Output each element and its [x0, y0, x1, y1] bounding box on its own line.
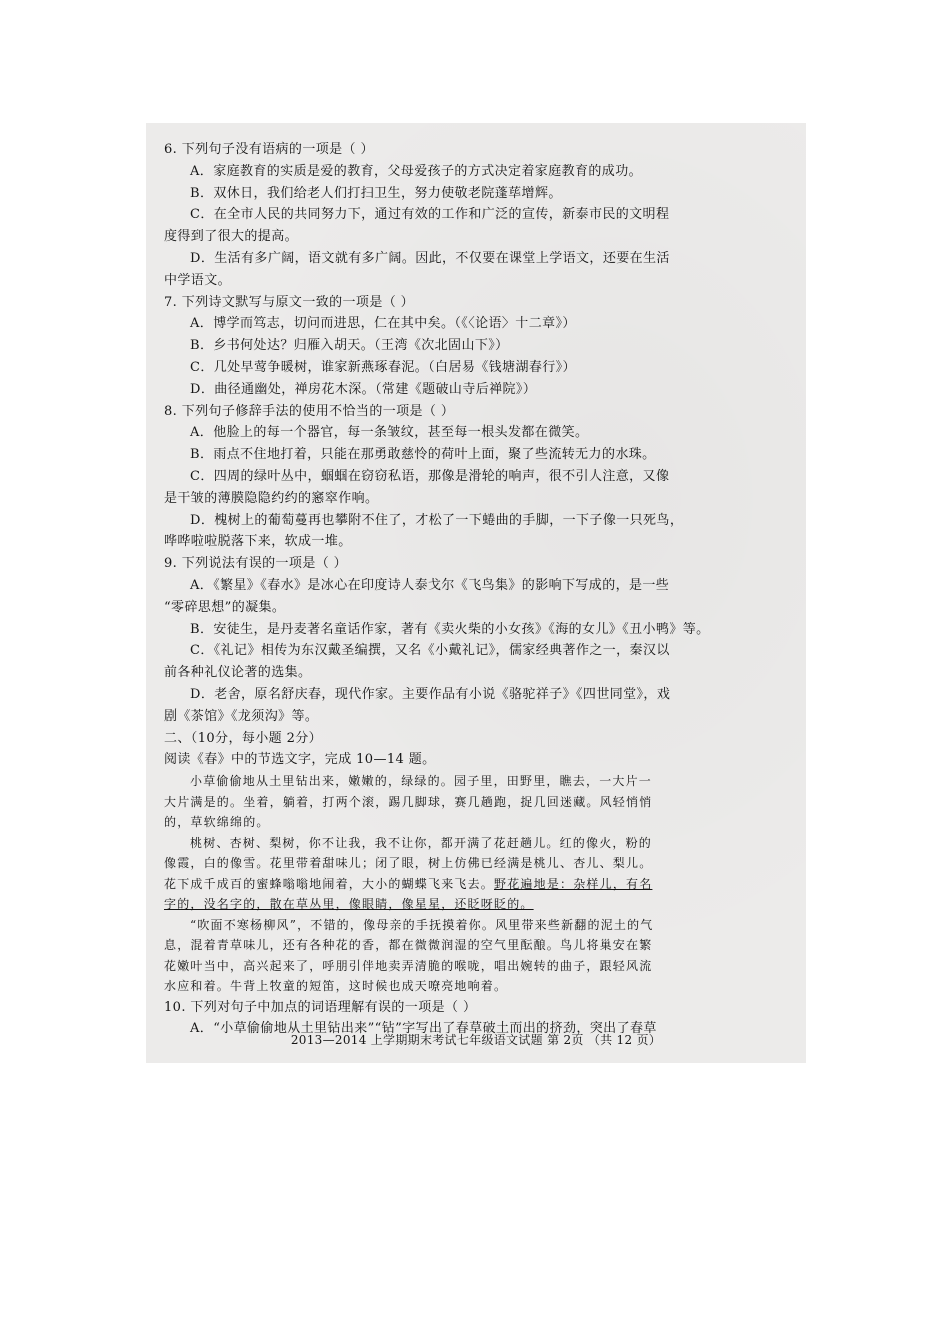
passage-line: 花嫩叶当中，高兴起来了，呼朋引伴地卖弄清脆的喉咙，唱出婉转的曲子，跟轻风流 [164, 958, 653, 973]
option-d-continued: 剧《茶馆》《龙须沟》等。 [164, 708, 319, 724]
option-a: A．家庭教育的实质是爱的教育，父母爱孩子的方式决定着家庭教育的成功。 [190, 163, 642, 179]
option-d: D．槐树上的葡萄蔓再也攀附不住了，才松了一下蜷曲的手脚，一下子像一只死鸟， [190, 512, 684, 528]
reading-passage [164, 771, 792, 997]
passage-line: 水应和着。牛背上牧童的短笛，这时候也成天嘹亮地响着。 [164, 979, 508, 994]
page-footer: 2013—2014 上学期期末考试七年级语文试题 第 2页 （共 12 页） [290, 1033, 662, 1047]
passage-line: 大片满是的。坐着，躺着，打两个滚，踢几脚球，赛几趟跑，捉几回迷藏。风轻悄悄 [164, 794, 653, 809]
passage-line: “吹面不寒杨柳风”，不错的，像母亲的手抚摸着你。风里带来些新翻的泥土的气 [190, 917, 654, 932]
option-b: B．安徒生，是丹麦著名童话作家，著有《卖火柴的小女孩》《海的女儿》《丑小鸭》等。 [190, 621, 710, 637]
option-a: A．“小草偷偷地从土里钻出来”“钻”字写出了春草破土而出的挤劲，突出了春草 [190, 1021, 657, 1037]
option-c: C．几处早莺争暖树，谁家新燕琢春泥。（白居易《钱塘湖春行》） [190, 359, 576, 375]
question-6 [164, 139, 792, 292]
option-a: A．博学而笃志，切问而进思，仁在其中矣。（《〈论语〉十二章》） [190, 316, 576, 332]
reading-instruction: 阅读《春》中的节选文字，完成 10—14 题。 [164, 752, 436, 768]
option-a-continued: “零碎思想”的凝集。 [164, 599, 286, 615]
option-d: D．老舍，原名舒庆春，现代作家。主要作品有小说《骆驼祥子》《四世同堂》，戏 [190, 686, 671, 702]
question-8 [164, 401, 792, 554]
option-d: D．曲径通幽处，禅房花木深。（常建《题破山寺后禅院》） [190, 381, 537, 397]
passage-text: 花下成千成百的蜜蜂嗡嗡地闹着，大小的蝴蝶飞来飞去。 [164, 876, 495, 891]
option-a: A．《繁星》《春水》是冰心在印度诗人泰戈尔《飞鸟集》的影响下写成的，是一些 [190, 577, 670, 593]
option-a: A．他脸上的每一个器官，每一条皱纹，甚至每一根头发都在微笑。 [190, 425, 589, 441]
question-stem: 10. 下列对句子中加点的词语理解有误的一项是（ ） [164, 999, 477, 1015]
option-c-continued: 度得到了很大的提高。 [164, 229, 299, 245]
option-b: B．雨点不住地打着，只能在那勇敢慈怜的荷叶上面，聚了些流转无力的水珠。 [190, 447, 656, 463]
underlined-sentence: 野花遍地是：杂样儿，有名 [494, 876, 653, 891]
option-d: D．生活有多广阔，语文就有多广阔。因此，不仅要在课堂上学语文，还要在生活 [190, 250, 670, 266]
question-7 [164, 292, 792, 401]
passage-line [164, 874, 792, 895]
option-b: B．乡书何处达？归雁入胡天。（王湾《次北固山下》） [190, 338, 509, 354]
option-b: B．双休日，我们给老人们打扫卫生，努力使敬老院蓬荜增辉。 [190, 185, 562, 201]
passage-line: 小草偷偷地从土里钻出来，嫩嫩的，绿绿的。园子里，田野里，瞧去，一大片一 [190, 774, 653, 789]
option-c-continued: 是干皱的薄膜隐隐约约的窸窣作响。 [164, 490, 379, 506]
option-c-continued: 前各种礼仪论著的选集。 [164, 665, 312, 681]
question-9 [164, 553, 792, 727]
underlined-sentence: 字的，没名字的，散在草丛里，像眼睛，像星星，还眨呀眨的。 [164, 897, 534, 912]
exam-content [164, 139, 792, 1040]
question-stem: 7. 下列诗文默写与原文一致的一项是（ ） [164, 294, 415, 310]
option-d-continued: 哗哗啦啦脱落下来，软成一堆。 [164, 534, 352, 550]
passage-line: 像霞，白的像雪。花里带着甜味儿；闭了眼，树上仿佛已经满是桃儿、杏儿、梨儿。 [164, 856, 653, 871]
passage-line: 息，混着青草味儿，还有各种花的香，都在微微润湿的空气里酝酿。鸟儿将巢安在繁 [164, 938, 653, 953]
passage-line: 的，草软绵绵的。 [164, 815, 270, 830]
question-stem: 9. 下列说法有误的一项是（ ） [164, 556, 348, 572]
passage-line: 桃树、杏树、梨树，你不让我，我不让你，都开满了花赶趟儿。红的像火，粉的 [190, 835, 653, 850]
scanned-exam-page [146, 123, 806, 1063]
question-stem: 8. 下列句子修辞手法的使用不恰当的一项是（ ） [164, 403, 455, 419]
option-d-continued: 中学语文。 [164, 272, 232, 288]
option-c: C．四周的绿叶丛中，蝈蝈在窃窃私语，那像是滑轮的响声，很不引人注意，又像 [190, 468, 670, 484]
section-2 [164, 728, 792, 772]
section-heading: 二、（10分，每小题 2分） [164, 730, 323, 746]
option-c: C．《礼记》相传为东汉戴圣编撰，又名《小戴礼记》，儒家经典著作之一，秦汉以 [190, 643, 670, 659]
question-stem: 6. 下列句子没有语病的一项是（ ） [164, 142, 374, 157]
option-c: C．在全市人民的共同努力下，通过有效的工作和广泛的宣传，新泰市民的文明程 [190, 207, 670, 223]
